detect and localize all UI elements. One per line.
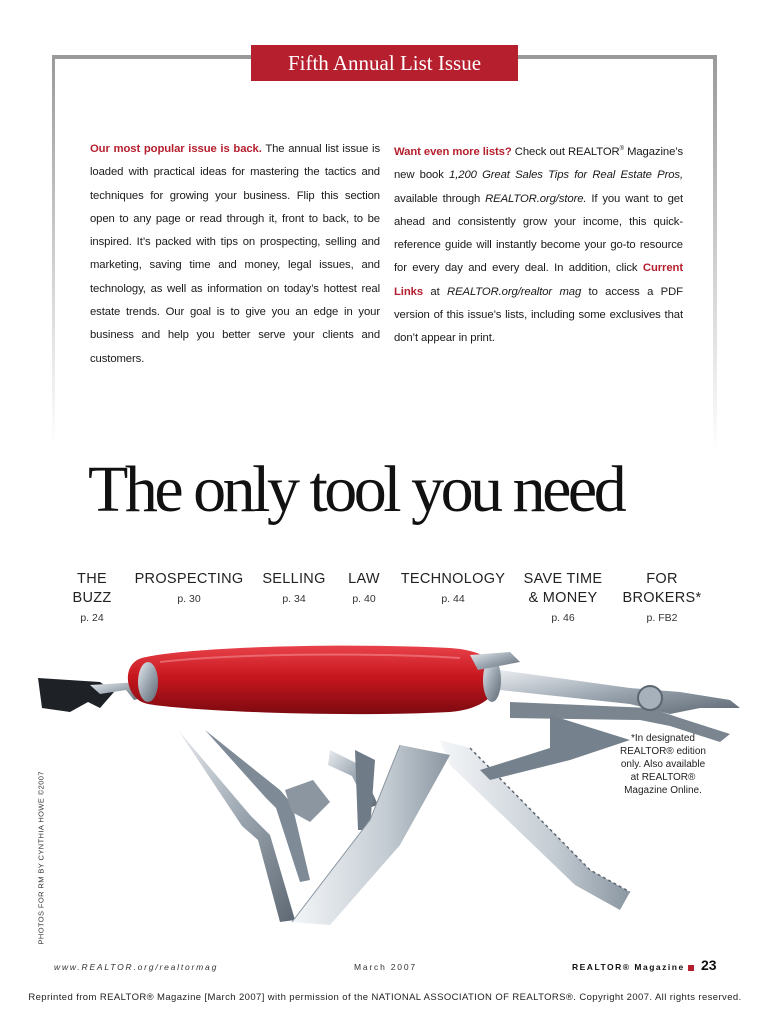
current-links-link[interactable]: Current Links <box>394 262 683 298</box>
section-name: LAW <box>348 571 380 587</box>
section-page: p. 40 <box>352 593 376 605</box>
intro-right-text: available through <box>394 192 486 205</box>
intro-right-lead: Want even more lists? <box>394 146 512 158</box>
section-name: FOR BROKERS* <box>622 571 702 606</box>
intro-right-text: Magazine’s new book <box>394 146 684 182</box>
intro-right-text: If you want to get ahead and consistently grow your income, this quick-reference guide will instantly become your go-to resource for every day and every deal. In addition, click <box>394 192 683 275</box>
intro-right-text: at <box>423 285 448 298</box>
section-name: TECHNOLOGY <box>400 571 506 587</box>
section-the-buzz <box>66 570 118 625</box>
intro-right-text: Check out REALTOR <box>511 146 620 158</box>
section-page: p. 24 <box>80 612 104 624</box>
section-page: p. FB2 <box>646 612 678 624</box>
section-name: SELLING <box>262 571 326 587</box>
section-for-brokers <box>616 570 708 625</box>
intro-left-column <box>90 138 380 371</box>
footer-red-square-icon <box>688 965 694 971</box>
section-prospecting <box>133 570 245 606</box>
headline: The only tool you need <box>88 453 624 526</box>
book-title: 1,200 Great Sales Tips for Real Estate Pros, <box>449 169 683 182</box>
frame-left-border <box>52 55 55 445</box>
section-selling <box>258 570 330 606</box>
intro-right-text: to access a PDF version of this issue’s lists, including some exclusives that don’t appear in print. <box>394 285 683 345</box>
photo-credit: PHOTOS FOR RM BY CYNTHIA HOWE ©2007 <box>36 771 46 945</box>
reprint-notice: Reprinted from REALTOR® Magazine [March 2007] with permission of the NATIONAL ASSOCIATION OF REALTORS®. Copyright 2007. All rights reserved. <box>28 992 742 1003</box>
section-page: p. 46 <box>551 612 575 624</box>
section-page: p. 44 <box>441 593 465 605</box>
intro-left-body: The annual list issue is loaded with practical ideas for mastering the tactics and techniques for growing your business. Flip this section open to any page or read through it, front to back, to be inspired. It’s packed with tips on prospecting, selling and marketing, saving time and money, legal issues, and technology, as well as information on today’s hottest real estate trends. Our goal is to give you an edge in your business and help you better serve your clients and customers. <box>90 143 380 365</box>
footer-date: March 2007 <box>354 962 417 972</box>
registered-mark: ® <box>619 146 624 152</box>
footer-url[interactable]: www.REALTOR.org/realtormag <box>54 962 219 972</box>
page-number: 23 <box>701 957 717 973</box>
realtormag-url[interactable]: REALTOR.org/realtor mag <box>447 285 582 298</box>
footer-magazine-name: REALTOR® Magazine <box>572 962 685 972</box>
section-law <box>342 570 386 606</box>
section-name: SAVE TIME & MONEY <box>523 571 603 606</box>
section-name: PROSPECTING <box>134 571 244 587</box>
section-page: p. 34 <box>282 593 306 605</box>
section-technology <box>398 570 508 606</box>
frame-right-border <box>713 55 717 450</box>
intro-left-lead: Our most popular issue is back. <box>90 143 262 155</box>
section-page: p. 30 <box>177 593 201 605</box>
section-name: THE BUZZ <box>72 571 112 606</box>
section-save-time-money <box>518 570 608 625</box>
brokers-footnote: *In designated REALTOR® edition only. Also available at REALTOR® Magazine Online. <box>620 733 706 796</box>
section-banner: Fifth Annual List Issue <box>251 45 518 81</box>
intro-right-column <box>394 138 683 351</box>
store-link[interactable]: REALTOR.org/store. <box>485 192 587 205</box>
